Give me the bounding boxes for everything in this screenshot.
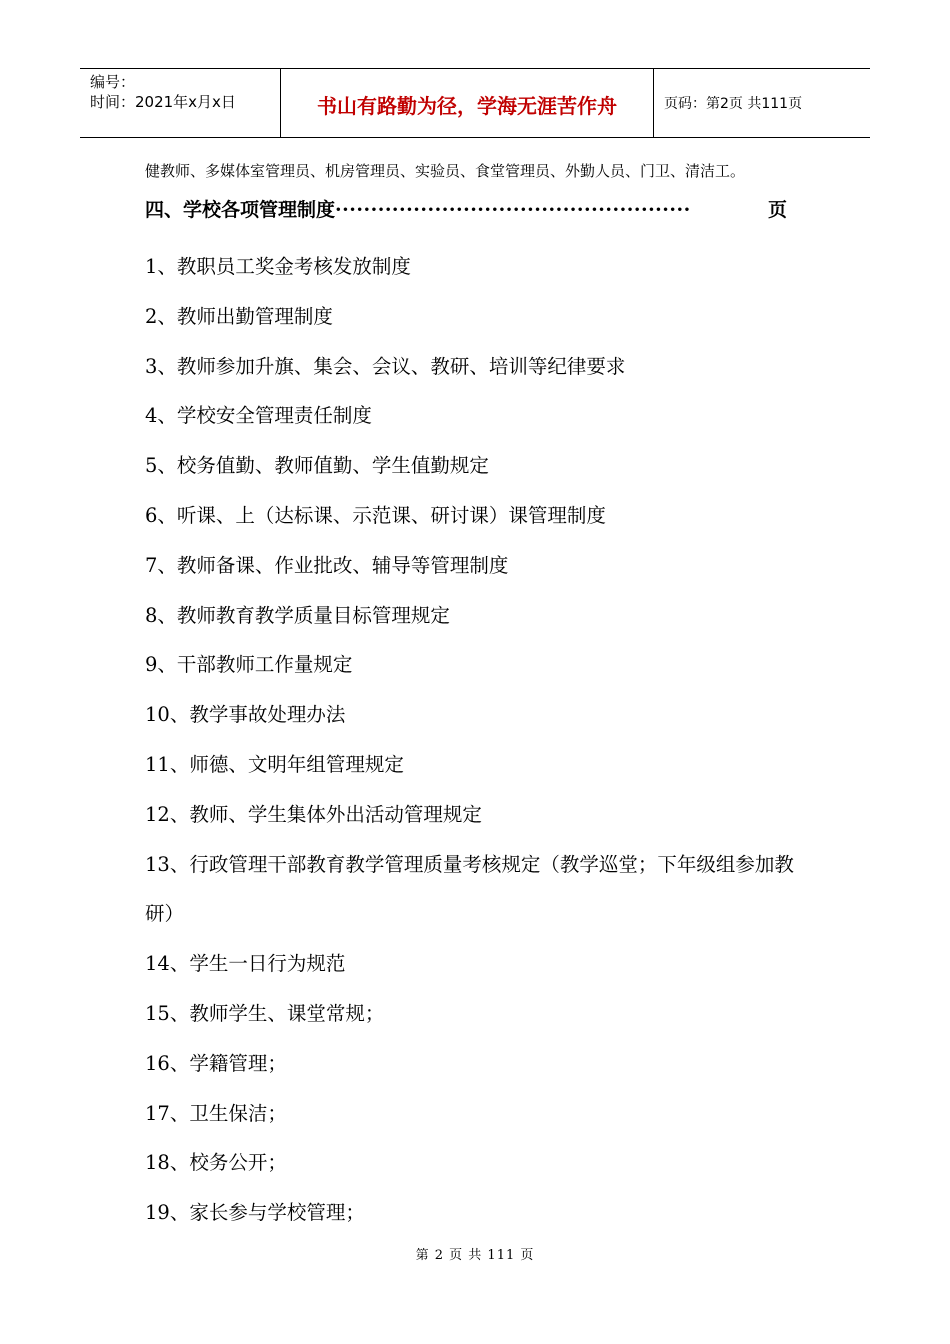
date-label: 时间：2021年x月x日	[90, 93, 236, 111]
list-item: 9、干部教师工作量规定	[145, 653, 353, 677]
list-item: 13、行政管理干部教育教学管理质量考核规定（教学巡堂；下年级组参加教研）	[145, 852, 794, 926]
list-item: 18、校务公开；	[145, 1151, 287, 1175]
list-item: 1、教职员工奖金考核发放制度	[145, 255, 411, 278]
list-item: 8、教师教育教学质量目标管理规定	[145, 603, 450, 627]
list-item: 12、教师、学生集体外出活动管理规定	[145, 802, 482, 826]
list-item: 3、教师参加升旗、集会、会议、教研、培训等纪律要求	[145, 354, 626, 378]
section-title: 四、学校各项管理制度	[145, 199, 336, 221]
intro-line: 健教师、多媒体室管理员、机房管理员、实验员、食堂管理员、外勤人员、门卫、清洁工。	[145, 162, 746, 180]
list-item: 10、教学事故处理办法	[145, 703, 346, 727]
header-motto: 书山有路勤为径，学海无涯苦作舟	[281, 69, 654, 137]
page-header	[80, 68, 870, 138]
list-item: 11、师德、文明年组管理规定	[145, 752, 404, 776]
list-item: 6、听课、上（达标课、示范课、研讨课）课管理制度	[145, 503, 606, 527]
section-page-word: 页	[768, 199, 788, 221]
list-item: 14、学生一日行为规范	[145, 952, 346, 976]
list-item: 4、学校安全管理责任制度	[145, 404, 372, 428]
list-item: 16、学籍管理；	[145, 1051, 287, 1075]
list-item: 15、教师学生、课堂常规；	[145, 1001, 385, 1025]
list-item: 2、教师出勤管理制度	[145, 304, 333, 328]
header-meta	[80, 69, 281, 137]
header-page-info: 页码：第2页 共111页	[664, 96, 803, 112]
list-item: 17、卫生保洁；	[145, 1101, 287, 1125]
list-item: 7、教师备课、作业批改、辅导等管理制度	[145, 553, 509, 577]
section-heading	[145, 196, 805, 224]
list-item: 5、校务值勤、教师值勤、学生值勤规定	[145, 454, 489, 478]
page-footer: 第 2 页 共 111 页	[415, 1248, 535, 1263]
number-label: 编号：	[90, 73, 136, 91]
list-item: 19、家长参与学校管理；	[145, 1201, 365, 1225]
item-list	[145, 242, 815, 1238]
leader-dots: ··················································	[335, 199, 691, 221]
